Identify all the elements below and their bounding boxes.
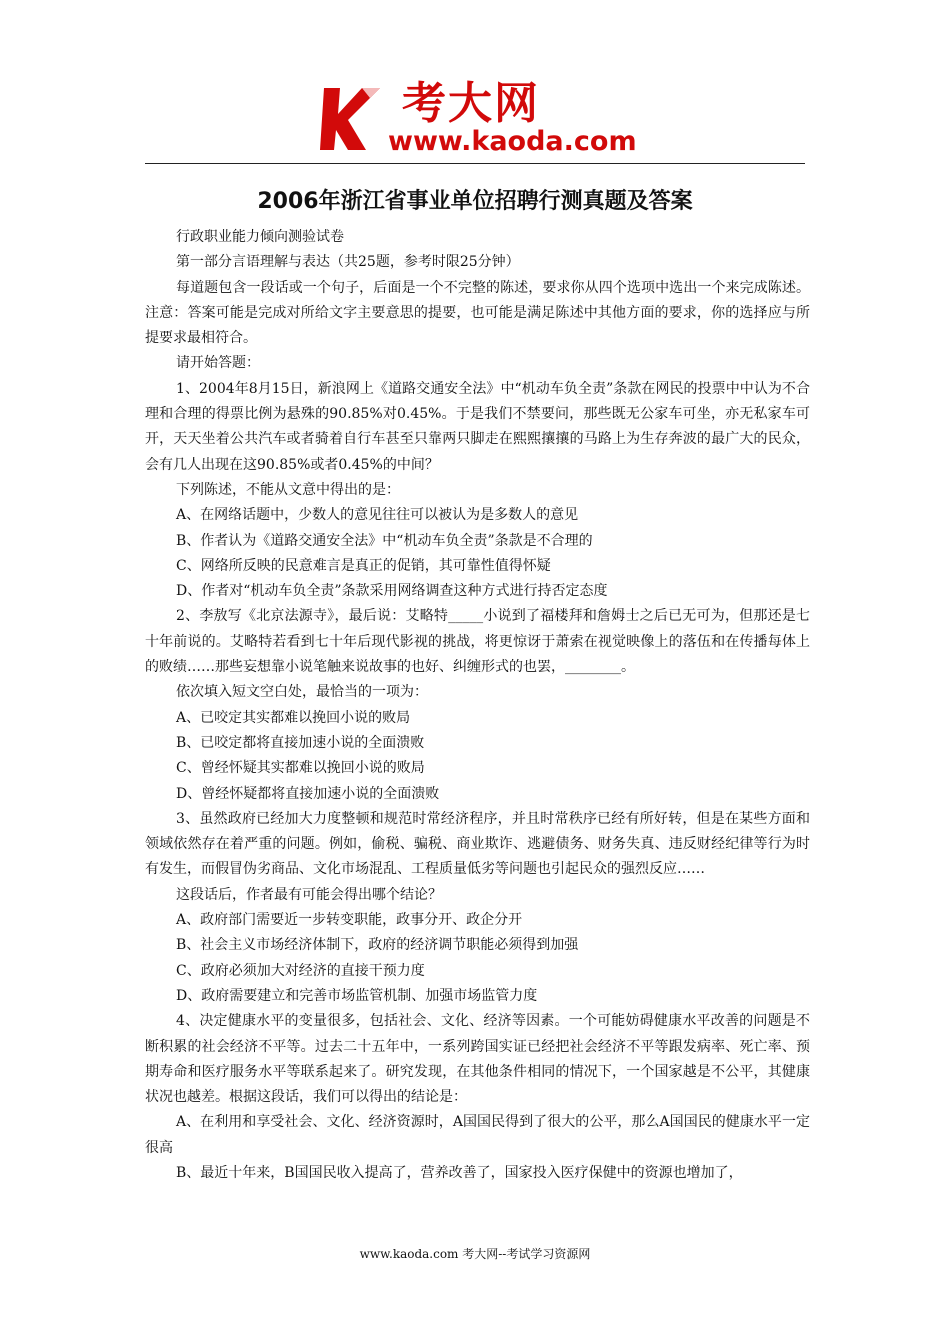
question-paragraph: 4、决定健康水平的变量很多，包括社会、文化、经济等因素。一个可能妨碍健康水平改善的问题是不断积累的社会经济不平等。过去二十五年中，一系列跨国实证已经把社会经济不平等跟发病率、死亡率、预期寿命和医疗服务水平等联系起来了。研究发现，在其他条件相同的情况下，一个国家越是不公平，其健康状况也越差。根据这段话，我们可以得出的结论是： [145, 1013, 810, 1106]
paragraph: 第一部分言语理解与表达（共25题，参考时限25分钟） [176, 254, 520, 271]
option: B、已咬定都将直接加速小说的全面溃败 [176, 734, 425, 751]
question-paragraph: 3、虽然政府已经加大力度整顿和规范时常经济程序，并且时常秩序已经有所好转，但是在某些方面和领域依然存在着严重的问题。例如，偷税、骗税、商业欺诈、逃避债务、财务失真、违反财经纪律等行为时有发生，而假冒伪劣商品、文化市场混乱、工程质量低劣等问题也引起民众的强烈反应…… [145, 810, 810, 878]
option: C、曾经怀疑其实都难以挽回小说的败局 [176, 760, 425, 777]
header-divider [145, 163, 805, 164]
paragraph: 每道题包含一段话或一个句子，后面是一个不完整的陈述，要求你从四个选项中选出一个来完成陈述。注意：答案可能是完成对所给文字主要意思的提要，也可能是满足陈述中其他方面的要求，你的选择应与所提要求最相符合。 [145, 279, 810, 347]
option: C、网络所反映的民意难言是真正的促销，其可靠性值得怀疑 [176, 557, 551, 574]
option: B、社会主义市场经济体制下，政府的经济调节职能必须得到加强 [176, 937, 579, 954]
page-title: 2006年浙江省事业单位招聘行测真题及答案 [257, 189, 693, 214]
paragraph: 请开始答题： [176, 355, 260, 372]
k-logo-icon [318, 80, 398, 158]
document-body [145, 225, 810, 1186]
paragraph: 依次填入短文空白处，最恰当的一项为： [176, 684, 428, 701]
option: D、作者对“机动车负全责”条款采用网络调查这种方式进行持否定态度 [176, 583, 608, 600]
option: A、已咬定其实都难以挽回小说的败局 [176, 709, 411, 726]
question-paragraph: 2、李敖写《北京法源寺》，最后说：艾略特_____小说到了福楼拜和詹姆士之后已无可为，但那还是七十年前说的。艾略特若看到七十年后现代影视的挑战，将更惊讶于萧索在视觉映像上的落伍和在传播每体上的败绩……那些妄想靠小说笔触来说故事的也好、纠缠形式的也罢，________。 [145, 608, 810, 676]
paragraph: 下列陈述，不能从文意中得出的是： [176, 481, 400, 498]
kaoda-logo [318, 80, 638, 158]
option: D、政府需要建立和完善市场监管机制、加强市场监管力度 [176, 987, 538, 1004]
paragraph: 行政职业能力倾向测验试卷 [176, 229, 344, 245]
option: C、政府必须加大对经济的直接干预力度 [176, 962, 425, 979]
option: A、在利用和享受社会、文化、经济资源时，A国国民得到了很大的公平，那么A国国民的健康水平一定很高 [145, 1114, 810, 1156]
paragraph: 这段话后，作者最有可能会得出哪个结论？ [176, 886, 442, 903]
logo-url: www.kaoda.com [388, 126, 637, 157]
option: D、曾经怀疑都将直接加速小说的全面溃败 [176, 785, 440, 802]
option: B、最近十年来，B国国民收入提高了，营养改善了，国家投入医疗保健中的资源也增加了， [176, 1164, 743, 1181]
option: A、政府部门需要近一步转变职能，政事分开、政企分开 [176, 912, 523, 929]
option: A、在网络话题中，少数人的意见往往可以被认为是多数人的意见 [176, 507, 579, 524]
question-paragraph: 1、2004年8月15日，新浪网上《道路交通安全法》中“机动车负全责”条款在网民的投票中中认为不合理和合理的得票比例为悬殊的90.85%对0.45%。于是我们不禁要问，那些既无公家车可坐，亦无私家车可开，天天坐着公共汽车或者骑着自行车甚至只靠两只脚走在熙熙攘攘的马路上为生存奔波的最广大的民众，会有几人出现在这90.85%或者0.45%的中间？ [145, 380, 810, 473]
logo-name: 考大网 [402, 78, 540, 129]
option: B、作者认为《道路交通安全法》中“机动车负全责”条款是不合理的 [176, 532, 593, 549]
page-footer: www.kaoda.com 考大网--考试学习资源网 [359, 1247, 591, 1261]
